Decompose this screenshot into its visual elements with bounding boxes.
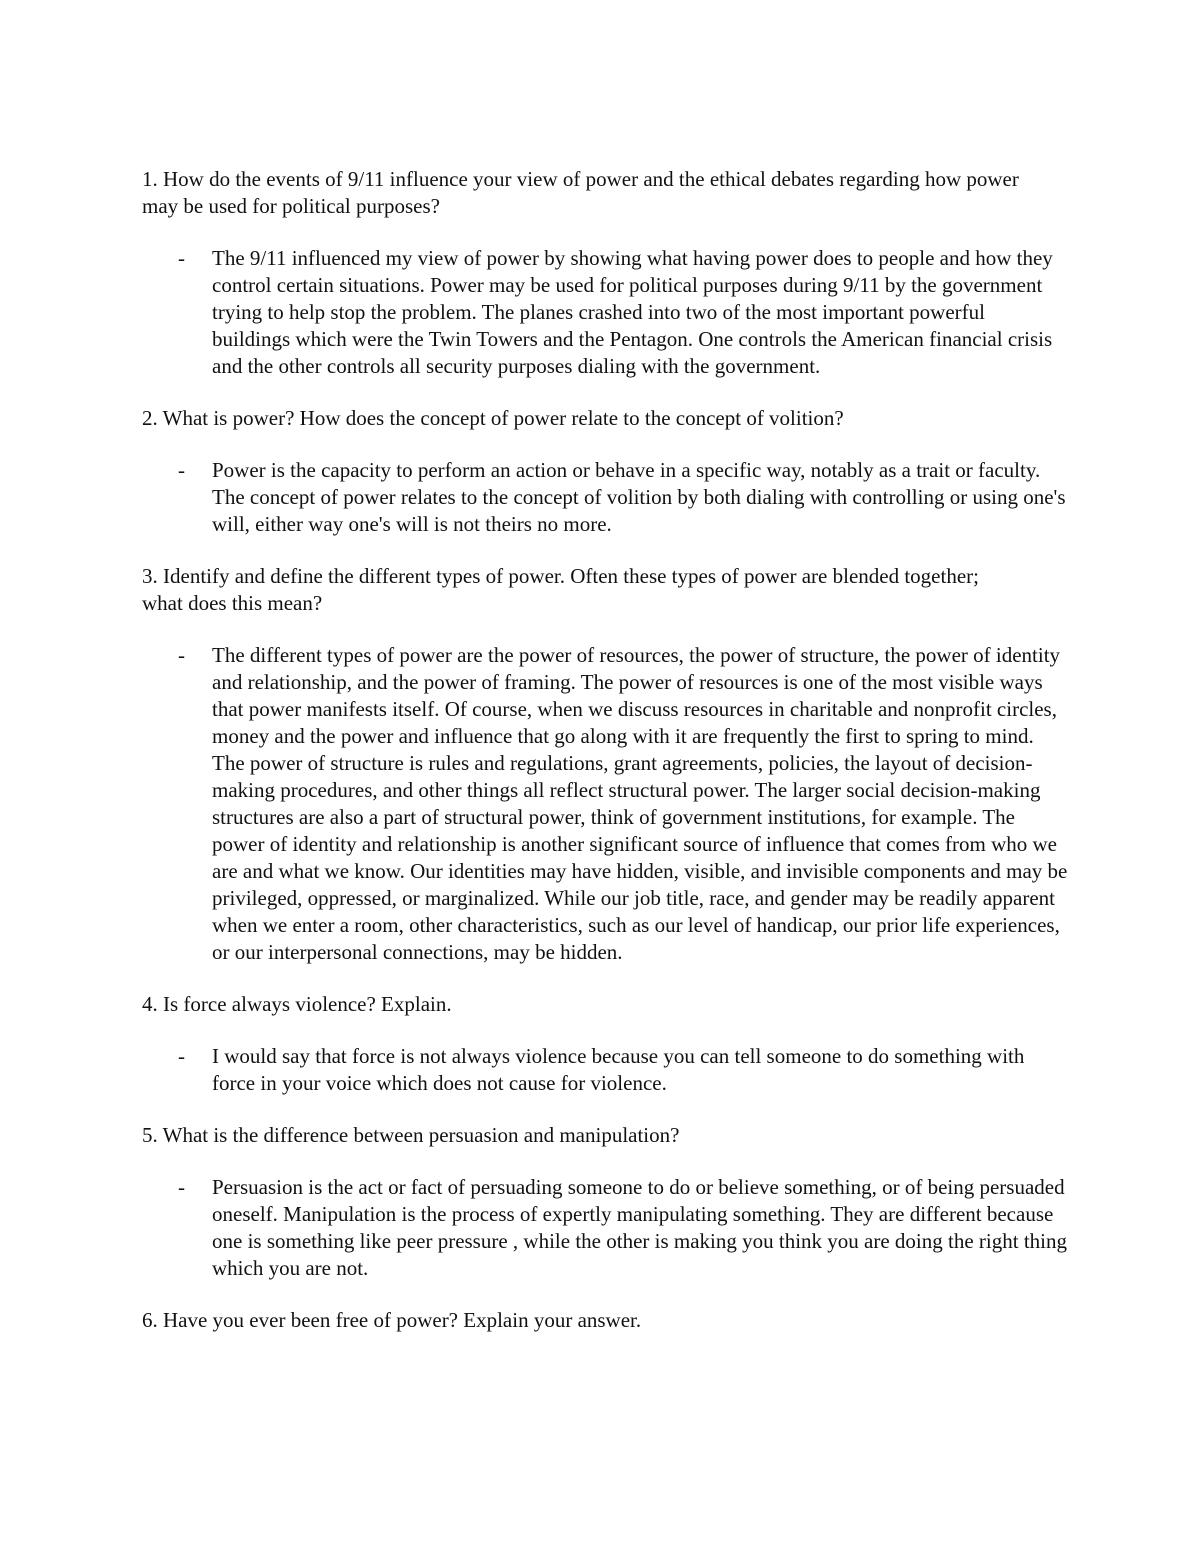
bullet-dash: -	[178, 1044, 185, 1068]
document-body	[142, 166, 1067, 1334]
answer-3-text: The different types of power are the power of resources, the power of structure, the power of identity and relationship, and the power of framing. The power of resources is one of the most visible ways that power manifests itself. Of course, when we discuss resources in charitable and nonprofit circles, money and the power and influence that go along with it are frequently the first to spring to mind. The power of structure is rules and regulations, grant agreements, policies, the layout of decision-making procedures, and other things all reflect structural power. The larger social decision-making structures are also a part of structural power, think of government institutions, for example. The power of identity and relationship is another significant source of influence that comes from who we are and what we know. Our identities may have hidden, visible, and invisible components and may be privileged, oppressed, or marginalized. While our job title, race, and gender may be readily apparent when we enter a room, other characteristics, such as our level of handicap, our prior life experiences, or our interpersonal connections, may be hidden.	[212, 643, 1068, 964]
bullet-dash: -	[178, 1175, 185, 1199]
question-3: 3. Identify and define the different types of power. Often these types of power are blended together; what does this mean?	[142, 564, 979, 615]
answer-3	[142, 642, 1067, 966]
answer-5	[142, 1174, 1067, 1282]
answer-4-text: I would say that force is not always violence because you can tell someone to do something with force in your voice which does not cause for violence.	[212, 1044, 1025, 1095]
bullet-dash: -	[178, 246, 185, 270]
answer-2	[142, 457, 1067, 538]
answer-5-text: Persuasion is the act or fact of persuading someone to do or believe something, or of being persuaded oneself. Manipulation is the process of expertly manipulating something. They are different because one is something like peer pressure , while the other is making you think you are doing the right thing which you are not.	[212, 1175, 1068, 1280]
question-5: 5. What is the difference between persuasion and manipulation?	[142, 1123, 680, 1147]
answer-1	[142, 245, 1067, 380]
answer-1-text: The 9/11 influenced my view of power by showing what having power does to people and how they control certain situations. Power may be used for political purposes during 9/11 by the government trying to help stop the problem. The planes crashed into two of the most important powerful buildings which were the Twin Towers and the Pentagon. One controls the American financial crisis and the other controls all security purposes dialing with the government.	[212, 246, 1053, 378]
question-2: 2. What is power? How does the concept of power relate to the concept of volition?	[142, 406, 844, 430]
question-4: 4. Is force always violence? Explain.	[142, 992, 452, 1016]
question-6: 6. Have you ever been free of power? Explain your answer.	[142, 1308, 642, 1332]
answer-2-text: Power is the capacity to perform an action or behave in a specific way, notably as a trait or faculty. The concept of power relates to the concept of volition by both dialing with controlling or using one's will, either way one's will is not theirs no more.	[212, 458, 1066, 536]
answer-4	[142, 1043, 1067, 1097]
bullet-dash: -	[178, 643, 185, 667]
question-1: 1. How do the events of 9/11 influence your view of power and the ethical debates regarding how power may be used for political purposes?	[142, 167, 1019, 218]
bullet-dash: -	[178, 458, 185, 482]
